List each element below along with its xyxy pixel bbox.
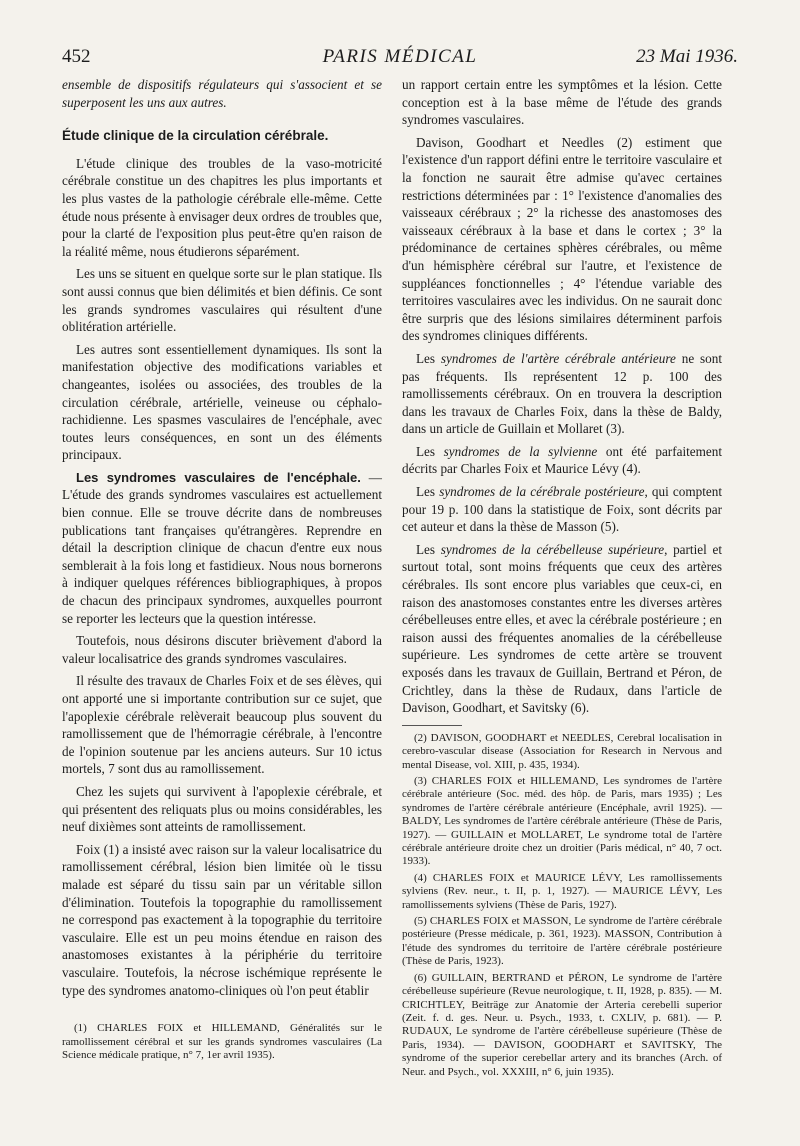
italic-term: syndromes de l'artère cérébrale antérieure	[440, 350, 676, 366]
paragraph	[402, 443, 722, 478]
text-run: Les	[416, 541, 441, 557]
text-run: , partiel et surtout total, sont moins fréquents que ceux des artères cérébrales. Ils sont encore plus variables que ceux-ci, en raison des anastomoses constantes entre les diverses artères cérébelleuses entre elles, et avec la cérébrale postérieure ; en raison aussi des fréquentes anomalies de la cérébelleuse supérieure. Les syndromes de cette artère se trouvent exposés dans les travaux de Guillain, Bertrand et Péron, de Crichtley, dans la thèse de Rudaux, dans l'article de Davison, Goodhart, et Savitsky (6).	[402, 541, 723, 716]
paragraph: un rapport certain entre les symptômes et la lésion. Cette conception est à la base même de l'étude des grands syndromes vasculaires.	[402, 77, 722, 128]
page-number: 452	[62, 46, 91, 67]
text-run: Les	[416, 484, 440, 500]
journal-title: PARIS MÉDICAL	[322, 46, 478, 67]
continuation-text: ensemble de dispositifs régulateurs qui s'associent et se superposent les uns aux autres.	[62, 77, 382, 110]
footnote-divider	[402, 725, 462, 726]
paragraph: Davison, Goodhart et Needles (2) estiment que l'existence d'un rapport défini entre le territoire vasculaire et la fonction ne saurait être admise qu'avec certaines restrictions déterminées par : 1° l'existence d'anomalies des vaisseaux cérébraux ; 2° la richesse des anastomoses des vaisseaux cérébraux à la base et dans le cortex ; 3° la prédominance de certaines sphères cérébrales, ou même d'un hémisphère cérébral sur l'autre, et l'existence de suppléances fonctionnelles ; 4° l'étendue variable des territoires vasculaires avec les individus. On ne saurait donc être surpris que des lésions similaires déterminent parfois des syndromes cliniques différents.	[402, 134, 722, 344]
text-run: ont été parfaitement décrits par Charles Foix et Maurice Lévy (4).	[402, 443, 722, 477]
paragraph: Les uns se situent en quelque sorte sur le plan statique. Ils sont aussi connus que bien délimités et bien définis. Ce sont les grands syndromes vasculaires qui résultent d'une oblitération artérielle.	[62, 266, 382, 335]
paragraph: Les autres sont essentiellement dynamiques. Ils sont la manifestation objective des modifications variables et changeantes, isolées ou associées, des troubles de la circulation cérébrale, artérielle, veineuse ou céphalo-rachidienne. Les spasmes vasculaires de l'encéphale, avec toutes leurs conséquences, en sont un des éléments principaux.	[62, 341, 382, 463]
paragraph: L'étude clinique des troubles de la vaso-motricité cérébrale constitue un des chapitres les plus importants et les plus vastes de la pathologie cérébrale elle-même. Cette étude nous présente à envisager deux ordres de troubles que, pour la clarté de l'exposition plus peut-être qu'en raison de la réalité même, nous étudierons séparément.	[62, 155, 382, 259]
paragraph	[402, 483, 722, 536]
right-column	[402, 76, 722, 1082]
italic-term: syndromes de la cérébrale postérieure	[439, 484, 645, 500]
text-run: , qui comptent pour 19 p. 100 dans la statistique de Foix, sont décrits par cet auteur et dans la thèse de Masson (5).	[402, 484, 722, 535]
text-run: ne sont pas fréquents. Ils représentent 12 p. 100 des ramollissements cérébraux. On en trouvera la description dans les travaux de Charles Foix, dans la thèse de Baldy, dans un article de Guillain et Mollaret (3).	[402, 350, 723, 437]
paragraph: Toutefois, nous désirons discuter brièvement d'abord la valeur localisatrice des grands syndromes vasculaires.	[62, 633, 382, 666]
footnote: (1) CHARLES FOIX et HILLEMAND, Généralités sur le ramollissement cérébral et sur les grands syndromes vasculaires (La Science médicale pratique, n° 7, 1er avril 1935).	[62, 1022, 382, 1062]
paragraph	[402, 350, 722, 438]
left-column	[62, 76, 382, 1004]
issue-date: 23 Mai 1936.	[636, 46, 738, 67]
text-run: Les	[416, 350, 441, 366]
section-title: Étude clinique de la circulation cérébrale.	[62, 128, 329, 144]
paragraph: Chez les sujets qui survivent à l'apoplexie cérébrale, et qui présentent des reliquats plus ou moins considérables, les neuf dixièmes sont atteints de ramollissement.	[62, 783, 382, 835]
paragraph	[62, 469, 382, 627]
italic-term: syndromes de la cérébelleuse supérieure	[440, 541, 665, 557]
footnote: (2) DAVISON, GOODHART et NEEDLES, Cerebral localisation in cerebro-vascular disease (Association for Research in Nervous and mental Disease, vol. XIII, p. 435, 1934).	[402, 731, 722, 771]
text-run: Les	[416, 443, 444, 459]
paragraph	[402, 541, 722, 717]
right-footnotes	[402, 732, 722, 1079]
left-footnotes	[62, 1022, 382, 1063]
italic-term: syndromes de la sylvienne	[443, 443, 598, 459]
paragraph: Il résulte des travaux de Charles Foix et de ses élèves, qui ont apporté une si importante contribution sur ce sujet, que l'apoplexie cérébrale relèverait beaucoup plus souvent du ramollissement que de l'hémorragie cérébrale, à l'encontre de l'opinion soutenue par les anciens auteurs. Sur 10 ictus mortels, 7 sont dus au ramollissement.	[62, 673, 382, 777]
footnote: (3) CHARLES FOIX et HILLEMAND, Les syndromes de l'artère cérébrale antérieure (Soc. méd. des hôp. de Paris, mars 1935) ; Les syndromes de l'artère cérébrale antérieure (Encéphale, avril 1925). — BALDY, Les syndromes de l'artère cérébrale antérieure (Thèse de Paris, 1927). — GUILLAIN et MOLLARET, Le syndrome total de l'artère cérébrale antérieure droite chez un droitier (Paris médical, n° 40, 7 oct. 1933).	[402, 775, 722, 868]
paragraph-body: — L'étude des grands syndromes vasculaires est actuellement bien connue. Elle se trouve décrite dans de nombreuses publications tant françaises qu'étrangères. Reprendre en détail la description clinique de chacun d'entre eux nous semblerait à la fois long et fastidieux. Nous nous bornerons à indiquer quelques références bibliographiques, à propos de chacun des principaux syndromes, auxquelles pourront se reporter les lecteurs que la question intéresse.	[62, 469, 382, 626]
page-header	[62, 40, 738, 76]
footnote: (6) GUILLAIN, BERTRAND et PÉRON, Le syndrome de l'artère cérébelleuse supérieure (Revue neurologique, t. II, 1928, p. 835). — M. CRICHTLEY, Beiträge zur Anatomie der Arteria cerebelli superior (Zeit. f. d. ges. Neur. u. Psych., 1933, t. CXLIV, p. 681). — P. RUDAUX, Le syndrome de l'artère cérébelleuse supérieure (Thèse de Paris, 1934). — DAVISON, GOODHART et SAVITSKY, The syndrome of the superior cerebellar artery and its branches (Arch. of Neur. and Psych., vol. XXXIII, n° 6, juin 1935).	[402, 971, 722, 1078]
paragraph: Foix (1) a insisté avec raison sur la valeur localisatrice du ramollissement cérébral, lésion bien limitée où le tissu malade est séparé du tissu sain par un véritable sillon d'élimination. Toutefois la topographie du ramollissement ne correspond pas exactement à la topographie du territoire vasculaire. Elle est un peu moins étendue en raison des anastomoses existantes à la périphérie du territoire vasculaire. Toutefois, la nécrose ischémique représente le type des syndromes anatomo-cliniques où l'on peut établir	[62, 841, 382, 998]
footnote: (5) CHARLES FOIX et MASSON, Le syndrome de l'artère cérébrale postérieure (Presse médicale, p. 361, 1923). MASSON, Contribution à l'étude des syndromes du territoire de l'artère cérébrale postérieure (Thèse de Paris, 1923).	[402, 915, 722, 968]
run-in-heading: Les syndromes vasculaires de l'encéphale.	[76, 469, 361, 485]
footnote: (4) CHARLES FOIX et MAURICE LÉVY, Les ramollissements sylviens (Rev. neur., t. II, p. 1, 1927). — MAURICE LÉVY, Les ramollissements sylviens (Thèse de Paris, 1927).	[402, 871, 722, 911]
